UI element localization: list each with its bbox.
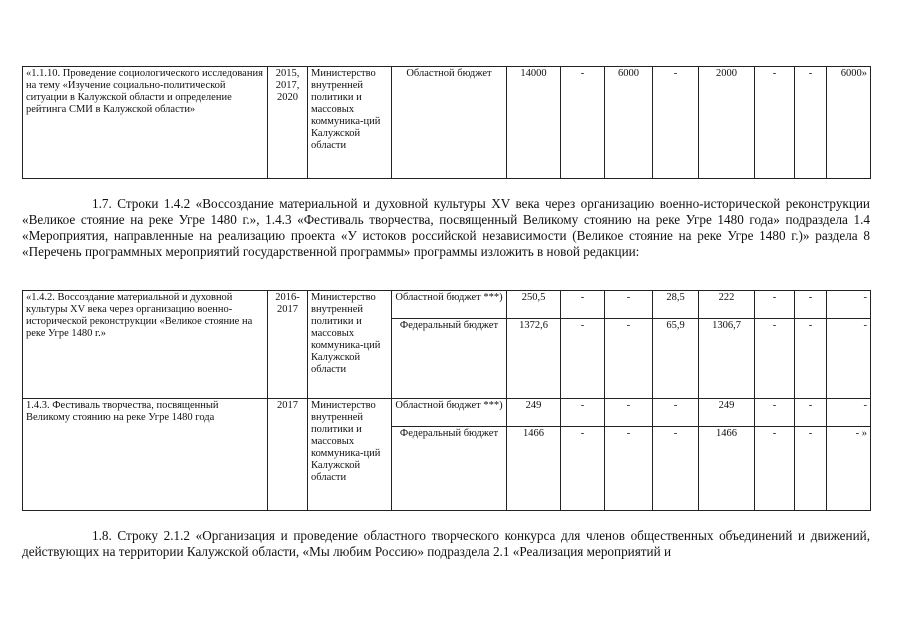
value-cell: - <box>561 319 605 399</box>
value-cell: - <box>561 399 605 427</box>
value-cell: - <box>795 399 827 427</box>
measure-executor: Министерство внутренней политики и массовых коммуника-ций Калужской области <box>308 399 392 511</box>
value-cell: - <box>827 291 871 319</box>
value-cell: - <box>755 291 795 319</box>
value-cell: - <box>605 427 653 511</box>
paragraph-1-8: 1.8. Строку 2.1.2 «Организация и проведение областного творческого конкурса для членов общественных объединений и движений, действующих на территории Калужской области, «Мы любим Россию» подраздела 2.1 «Реализация мероприятий и <box>22 528 870 559</box>
value-cell: 1306,7 <box>699 319 755 399</box>
funding-source: Федеральный бюджет <box>392 427 507 511</box>
funding-source: Областной бюджет ***) <box>392 291 507 319</box>
value-cell: - <box>755 319 795 399</box>
table-row <box>23 67 871 179</box>
measure-years: 2016-2017 <box>268 291 308 399</box>
value-cell: - <box>653 67 699 179</box>
value-cell: - <box>795 67 827 179</box>
value-cell: 1466 <box>507 427 561 511</box>
value-cell: - <box>561 427 605 511</box>
paragraph-1-7: 1.7. Строки 1.4.2 «Воссоздание материальной и духовной культуры XV века через организацию военно-исторической реконструкции «Великое стояние на реке Угре 1480 г.», 1.4.3 «Фестиваль творчества, посвященный Великому стоянию на реке Угре 1480 года» подраздела 1.4 «Мероприятия, направленные на реализацию проекта «У истоков российской независимости (Великое стояние на реке Угре 1480 г.)» раздела 8 «Перечень программных мероприятий государственной программы» программы изложить в новой редакции: <box>22 196 870 259</box>
value-cell: - <box>827 319 871 399</box>
value-cell: 249 <box>699 399 755 427</box>
funding-source: Областной бюджет ***) <box>392 399 507 427</box>
value-cell: - <box>755 67 795 179</box>
value-cell: 2000 <box>699 67 755 179</box>
value-cell: - <box>561 67 605 179</box>
table-row <box>23 399 871 427</box>
funding-source: Федеральный бюджет <box>392 319 507 399</box>
measure-executor: Министерство внутренней политики и массовых коммуника-ций Калужской области <box>308 291 392 399</box>
table-row <box>23 291 871 319</box>
funding-source: Областной бюджет <box>392 67 507 179</box>
measure-executor: Министерство внутренней политики и массовых коммуника-ций Калужской области <box>308 67 392 179</box>
value-cell: 28,5 <box>653 291 699 319</box>
value-cell: 1372,6 <box>507 319 561 399</box>
value-cell: - <box>795 291 827 319</box>
measure-name: 1.4.3. Фестиваль творчества, посвященный Великому стоянию на реке Угре 1480 года <box>23 399 268 511</box>
value-cell: 249 <box>507 399 561 427</box>
value-cell: 250,5 <box>507 291 561 319</box>
value-cell: 6000» <box>827 67 871 179</box>
value-cell: - <box>605 291 653 319</box>
value-cell: 1466 <box>699 427 755 511</box>
value-cell: - <box>755 427 795 511</box>
measure-years: 2015, 2017, 2020 <box>268 67 308 179</box>
measure-name: «1.1.10. Проведение социологического исследования на тему «Изучение социально-политической ситуации в Калужской области и определение рейтинга СМИ в Калужской области» <box>23 67 268 179</box>
value-cell: - <box>653 399 699 427</box>
value-cell: - » <box>827 427 871 511</box>
value-cell: - <box>795 427 827 511</box>
measure-name: «1.4.2. Воссоздание материальной и духовной культуры XV века через организацию военно-исторической реконструкции «Великое стояние на реке Угре 1480 г.» <box>23 291 268 399</box>
value-cell: - <box>827 399 871 427</box>
program-table-2 <box>22 290 871 511</box>
value-cell: - <box>755 399 795 427</box>
value-cell: 14000 <box>507 67 561 179</box>
program-table-1 <box>22 66 871 179</box>
value-cell: 222 <box>699 291 755 319</box>
value-cell: 65,9 <box>653 319 699 399</box>
value-cell: - <box>795 319 827 399</box>
value-cell: - <box>653 427 699 511</box>
measure-years: 2017 <box>268 399 308 511</box>
value-cell: 6000 <box>605 67 653 179</box>
value-cell: - <box>605 319 653 399</box>
value-cell: - <box>561 291 605 319</box>
value-cell: - <box>605 399 653 427</box>
